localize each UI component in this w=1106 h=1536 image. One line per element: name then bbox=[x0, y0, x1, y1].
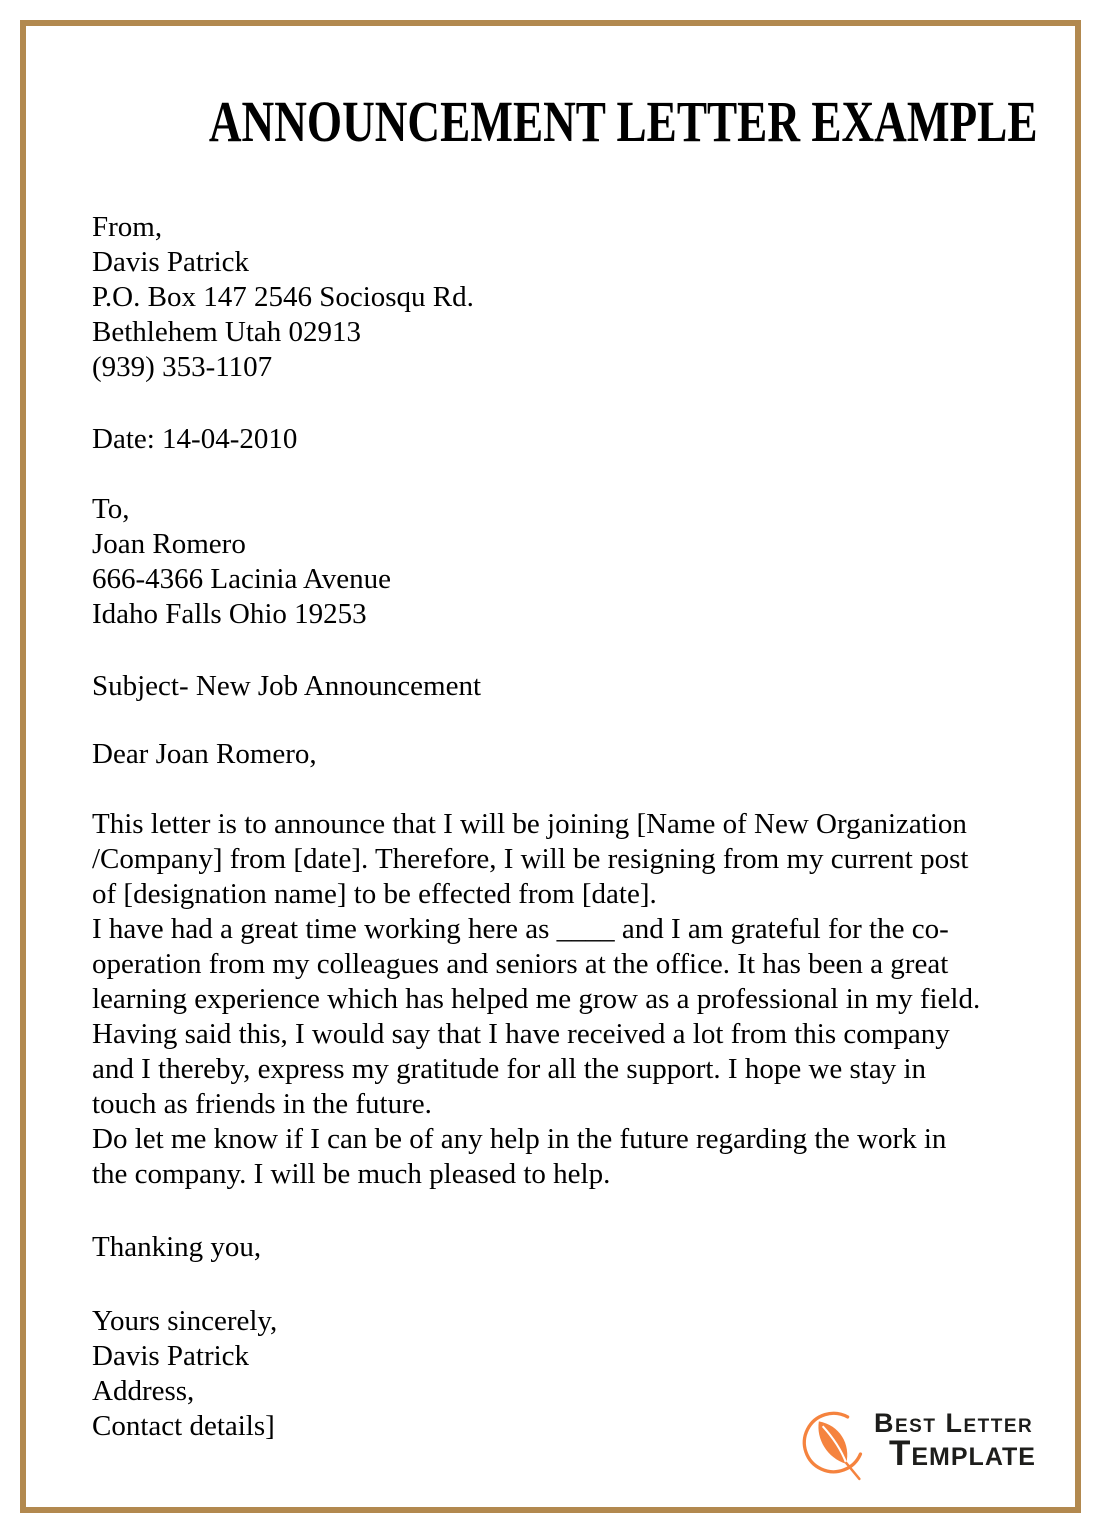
best-letter-template-logo bbox=[800, 1406, 1036, 1484]
sender-address-line-1: P.O. Box 147 2546 Sociosqu Rd. bbox=[92, 281, 474, 313]
body-line: of [designation name] to be effected from [date]. bbox=[92, 878, 657, 910]
feather-icon bbox=[800, 1406, 866, 1484]
letter-body bbox=[92, 807, 1012, 1192]
logo-text-line2: Template bbox=[889, 1434, 1036, 1473]
signature-name: Davis Patrick bbox=[92, 1340, 250, 1372]
recipient-name: Joan Romero bbox=[92, 528, 246, 560]
body-line: I have had a great time working here as ____ and I am grateful for the co- bbox=[92, 913, 949, 945]
signature-contact: Contact details] bbox=[92, 1410, 275, 1442]
sender-name: Davis Patrick bbox=[92, 246, 250, 278]
letter-content bbox=[92, 0, 1038, 1444]
subject-block bbox=[92, 669, 1012, 704]
body-line: /Company] from [date]. Therefore, I will be resigning from my current post bbox=[92, 843, 969, 875]
date-block bbox=[92, 422, 1012, 457]
sender-phone: (939) 353-1107 bbox=[92, 351, 273, 383]
body-line: the company. I will be much pleased to help. bbox=[92, 1158, 611, 1190]
body-line: Having said this, I would say that I have received a lot from this company bbox=[92, 1018, 950, 1050]
salutation-block bbox=[92, 737, 1012, 772]
date-line: Date: 14-04-2010 bbox=[92, 423, 298, 455]
body-line: and I thereby, express my gratitude for all the support. I hope we stay in bbox=[92, 1053, 927, 1085]
sender-address-line-2: Bethlehem Utah 02913 bbox=[92, 316, 362, 348]
closing-phrase: Yours sincerely, bbox=[92, 1305, 278, 1337]
body-line: This letter is to announce that I will be joining [Name of New Organization bbox=[92, 808, 967, 840]
recipient-address-line-2: Idaho Falls Ohio 19253 bbox=[92, 598, 367, 630]
from-label: From, bbox=[92, 211, 163, 243]
body-line: operation from my colleagues and seniors at the office. It has been a great bbox=[92, 948, 949, 980]
subject-line: Subject- New Job Announcement bbox=[92, 670, 482, 702]
recipient-block bbox=[92, 492, 1012, 632]
sender-block bbox=[92, 210, 1012, 385]
thanks-block bbox=[92, 1230, 1012, 1265]
page-title bbox=[92, 0, 1038, 154]
salutation-line: Dear Joan Romero, bbox=[92, 738, 317, 770]
recipient-address-line-1: 666-4366 Lacinia Avenue bbox=[92, 563, 392, 595]
thanks-line: Thanking you, bbox=[92, 1231, 262, 1263]
signature-address: Address, bbox=[92, 1375, 195, 1407]
page-title-text: ANNOUNCEMENT LETTER EXAMPLE bbox=[208, 89, 1038, 154]
body-line: touch as friends in the future. bbox=[92, 1088, 432, 1120]
logo-text bbox=[874, 1406, 1036, 1471]
body-line: Do let me know if I can be of any help in the future regarding the work in bbox=[92, 1123, 947, 1155]
logo-text-line1: Best Letter bbox=[874, 1408, 1034, 1438]
body-line: learning experience which has helped me grow as a professional in my field. bbox=[92, 983, 981, 1015]
to-label: To, bbox=[92, 493, 130, 525]
